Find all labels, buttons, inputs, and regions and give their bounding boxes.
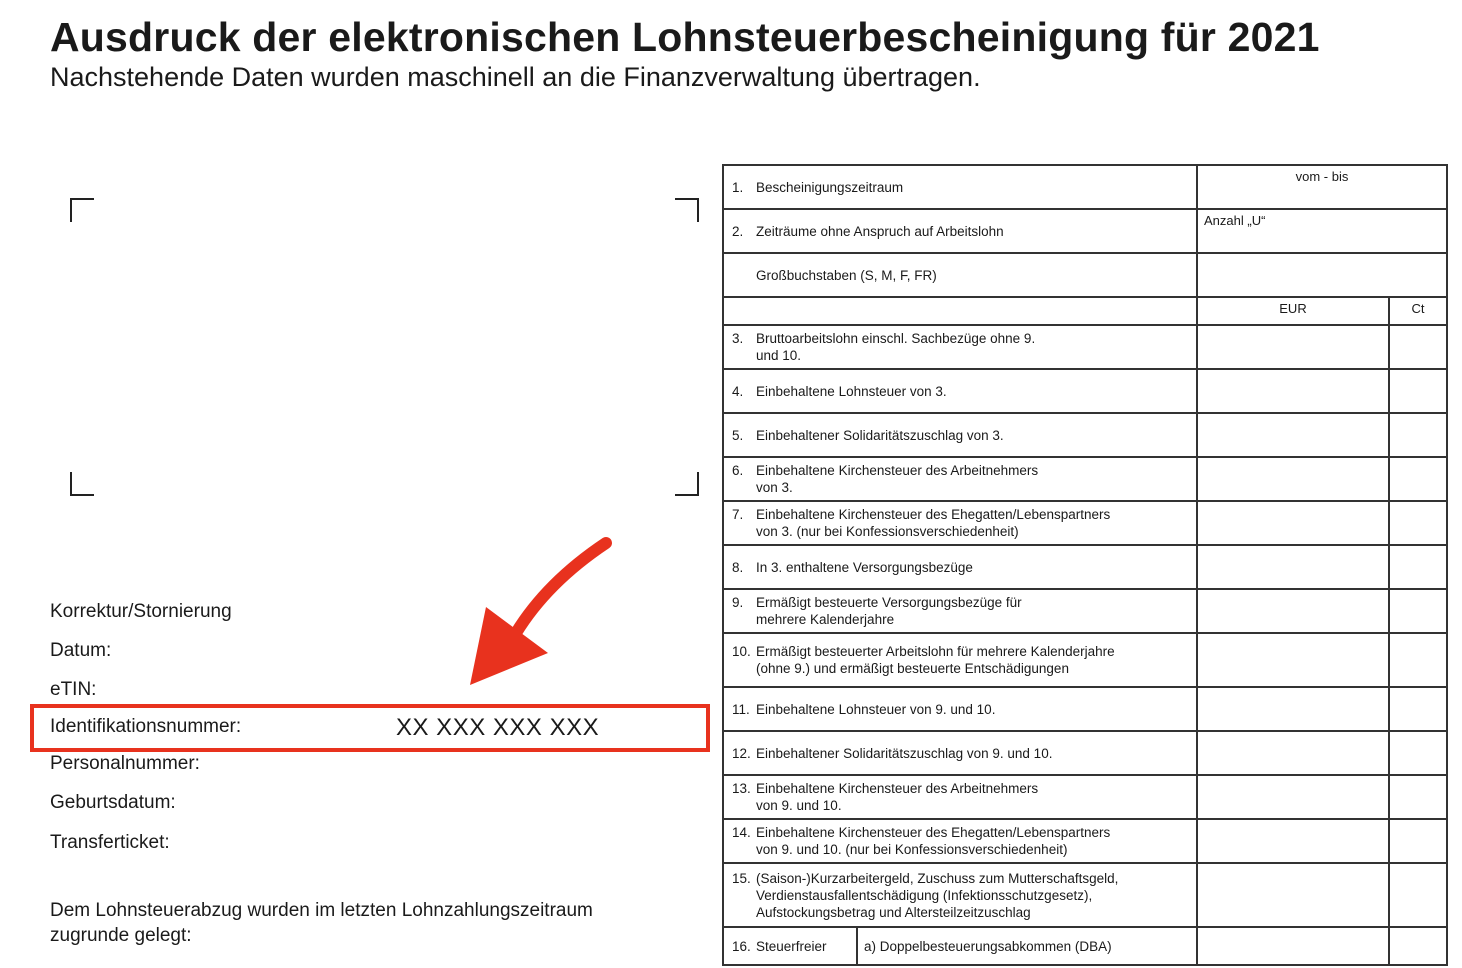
identifikationsnummer-value: XX XXX XXX XXX [396,714,600,741]
transferticket-label: Transferticket: [50,832,170,853]
table-row-label: 6. Einbehaltene Kirchensteuer des Arbeitnehmers von 3. [723,457,1197,501]
eur-cell [1197,545,1389,589]
period-header: vom - bis [1197,165,1447,209]
ct-cell [1389,413,1447,457]
count-header: Anzahl „U“ [1197,209,1447,253]
table-row-1 [723,165,1447,209]
annotation-arrow-icon [460,535,620,695]
table-row [723,369,1447,413]
table-row-label: Großbuchstaben (S, M, F, FR) [723,253,1197,297]
ct-cell [1389,731,1447,775]
ct-cell [1389,633,1447,687]
eur-cell [1197,325,1389,369]
eur-cell [1197,589,1389,633]
table-row [723,457,1447,501]
table-row [723,687,1447,731]
table-row-label: 3. Bruttoarbeitslohn einschl. Sachbezüge ohne 9. und 10. [723,325,1197,369]
identifikationsnummer-label: Identifikationsnummer: [50,716,242,737]
korrektur-label: Korrektur/Stornierung [50,601,232,622]
table-row-label: 10. Ermäßigt besteuerter Arbeitslohn für mehrere Kalenderjahre (ohne 9.) und ermäßigt besteuerte Entschädigungen [723,633,1197,687]
table-row-sublabel: a) Doppelbesteuerungsabkommen (DBA) [857,927,1197,965]
table-row-label: 13. Einbehaltene Kirchensteuer des Arbeitnehmers von 9. und 10. [723,775,1197,819]
table-row-label: 16. Steuerfreier [723,927,857,965]
bottom-note: Dem Lohnsteuerabzug wurden im letzten Lohnzahlungszeitraum zugrunde gelegt: [50,900,593,946]
ct-cell [1389,775,1447,819]
address-window-corner-bottom-right [675,472,699,496]
eur-cell [1197,731,1389,775]
page-title: Ausdruck der elektronischen Lohnsteuerbescheinigung für 2021 [50,14,1320,60]
ct-cell [1389,501,1447,545]
table-row [723,589,1447,633]
table-row-label: 11. Einbehaltene Lohnsteuer von 9. und 10. [723,687,1197,731]
table-row-label: 14. Einbehaltene Kirchensteuer des Ehegatten/Lebenspartners von 9. und 10. (nur bei Konfessionsverschiedenheit) [723,819,1197,863]
eur-cell [1197,927,1389,965]
eur-cell [1197,457,1389,501]
table-row [723,545,1447,589]
ct-cell [1389,589,1447,633]
personalnummer-label: Personalnummer: [50,753,200,774]
address-window-corner-top-right [675,198,699,222]
eur-cell [1197,819,1389,863]
table-row-label: 1. Bescheinigungszeitraum [723,165,1197,209]
table-row-2b [723,253,1447,297]
ct-cell [1389,863,1447,927]
datum-label: Datum: [50,640,112,661]
table-row-label: 2. Zeiträume ohne Anspruch auf Arbeitslohn [723,209,1197,253]
table-row [723,501,1447,545]
table-row [723,819,1447,863]
table-row-label: 9. Ermäßigt besteuerte Versorgungsbezüge für mehrere Kalenderjahre [723,589,1197,633]
ct-cell [1389,325,1447,369]
table-row-2 [723,209,1447,253]
eur-cell [1197,501,1389,545]
table-row-label: 12. Einbehaltener Solidaritätszuschlag von 9. und 10. [723,731,1197,775]
ct-header: Ct [1389,297,1447,325]
lohnsteuer-table [722,164,1448,966]
eur-cell [1197,863,1389,927]
ct-cell [1389,927,1447,965]
eur-cell [1197,413,1389,457]
table-row-label: 15. (Saison-)Kurzarbeitergeld, Zuschuss zum Mutterschaftsgeld, Verdienstausfallentschädigung (Infektionsschutzgesetz), Aufstockungsbetrag und Altersteilzeitzuschlag [723,863,1197,927]
table-row [723,731,1447,775]
etin-label: eTIN: [50,679,97,700]
page-subtitle: Nachstehende Daten wurden maschinell an die Finanzverwaltung übertragen. [50,62,981,92]
eur-cell [1197,775,1389,819]
ct-cell [1389,457,1447,501]
currency-header-row [723,297,1447,325]
table-row-label: 4. Einbehaltene Lohnsteuer von 3. [723,369,1197,413]
table-cell-empty [1197,253,1447,297]
table-row-16 [723,927,1447,965]
ct-cell [1389,545,1447,589]
ct-cell [1389,819,1447,863]
table-row [723,413,1447,457]
eur-header: EUR [1197,297,1389,325]
eur-cell [1197,687,1389,731]
table-row [723,633,1447,687]
ct-cell [1389,687,1447,731]
address-window-corner-top-left [70,198,94,222]
table-row [723,325,1447,369]
identifikationsnummer-highlight-box [30,704,710,752]
eur-cell [1197,369,1389,413]
address-window-corner-bottom-left [70,472,94,496]
table-row-label: 7. Einbehaltene Kirchensteuer des Ehegatten/Lebenspartners von 3. (nur bei Konfessionsverschiedenheit) [723,501,1197,545]
eur-cell [1197,633,1389,687]
table-row [723,863,1447,927]
table-cell-empty [723,297,1197,325]
table-row-label: 8. In 3. enthaltene Versorgungsbezüge [723,545,1197,589]
ct-cell [1389,369,1447,413]
table-row-label: 5. Einbehaltener Solidaritätszuschlag von 3. [723,413,1197,457]
table-row [723,775,1447,819]
geburtsdatum-label: Geburtsdatum: [50,792,176,813]
